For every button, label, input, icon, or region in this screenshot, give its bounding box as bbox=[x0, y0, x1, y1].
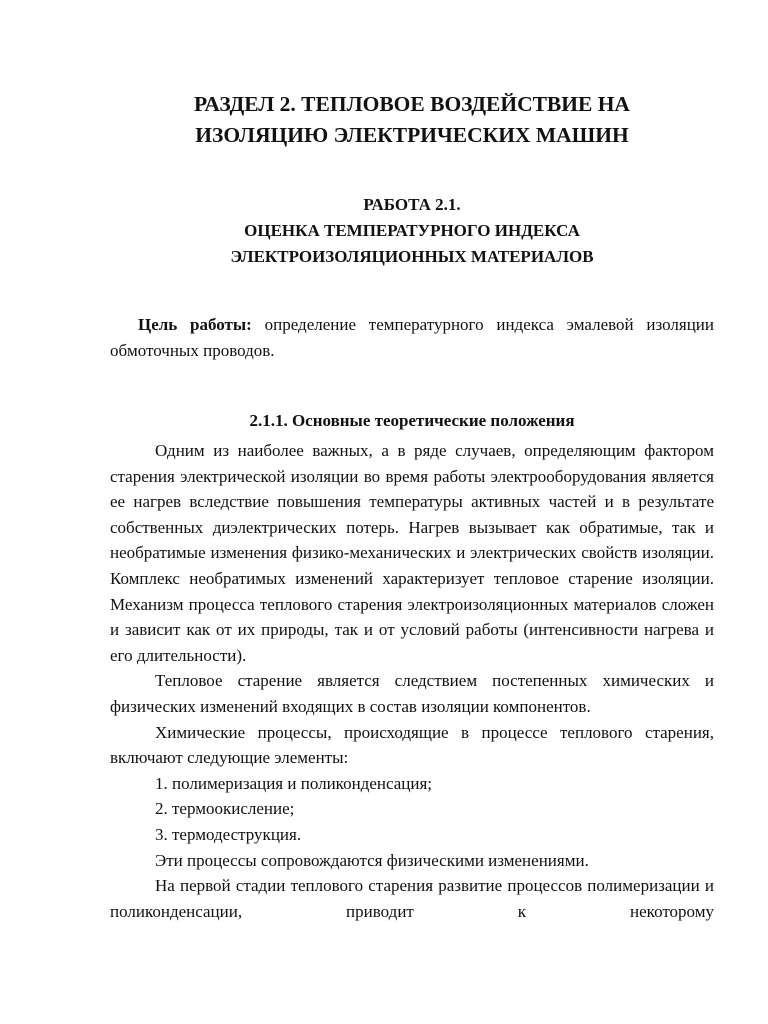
work-number: РАБОТА 2.1. bbox=[363, 195, 461, 214]
paragraph-1: Одним из наиболее важных, а в ряде случаев, определяющим фактором старения электрической изоляции во время работы электрооборудования является ее нагрев вследствие повышения температуры активных частей и в результате собственных диэлектрических потерь. Нагрев вызывает как обратимые, так и необратимые изменения физико-механических и электрических свойств изоляции. Комплекс необратимых изменений характеризует тепловое старение изоляции. Механизм процесса теплового старения электроизоляционных материалов сложен и зависит как от их природы, так и от условий работы (интенсивности нагрева и его длительности). bbox=[110, 441, 714, 665]
list-item-1: 1. полимеризация и поликонденсация; bbox=[155, 773, 433, 793]
subsection-heading: 2.1.1. Основные теоретические положения bbox=[249, 411, 575, 430]
goal-label: Цель работы: bbox=[138, 315, 252, 334]
paragraph-2: Тепловое старение является следствием постепенных химических и физических изменений входящих в состав изоляции компонентов. bbox=[110, 671, 714, 716]
paragraph-4: Эти процессы сопровождаются физическими изменениями. bbox=[155, 850, 589, 870]
work-title-line-1: ОЦЕНКА ТЕМПЕРАТУРНОГО ИНДЕКСА bbox=[244, 221, 580, 240]
section-title-line-1: РАЗДЕЛ 2. ТЕПЛОВОЕ ВОЗДЕЙСТВИЕ НА bbox=[194, 92, 630, 116]
work-heading bbox=[110, 192, 714, 270]
goal-text: определение температурного индекса эмалевой изоляции обмоточных проводов. bbox=[110, 315, 715, 360]
paragraph-3: Химические процессы, происходящие в процессе теплового старения, включают следующие элементы: bbox=[110, 722, 714, 768]
work-goal bbox=[110, 312, 714, 364]
list-item-3: 3. термодеструкция. bbox=[155, 824, 302, 844]
list-item-2: 2. термоокисление; bbox=[155, 799, 295, 819]
section-title-line-2: ИЗОЛЯЦИЮ ЭЛЕКТРИЧЕСКИХ МАШИН bbox=[195, 123, 629, 147]
paragraph-5: На первой стадии теплового старения развитие процессов полимеризации и поликонденсации, приводит к некоторому bbox=[110, 876, 714, 921]
section-title bbox=[110, 89, 714, 151]
work-title-line-2: ЭЛЕКТРОИЗОЛЯЦИОННЫХ МАТЕРИАЛОВ bbox=[230, 247, 594, 266]
